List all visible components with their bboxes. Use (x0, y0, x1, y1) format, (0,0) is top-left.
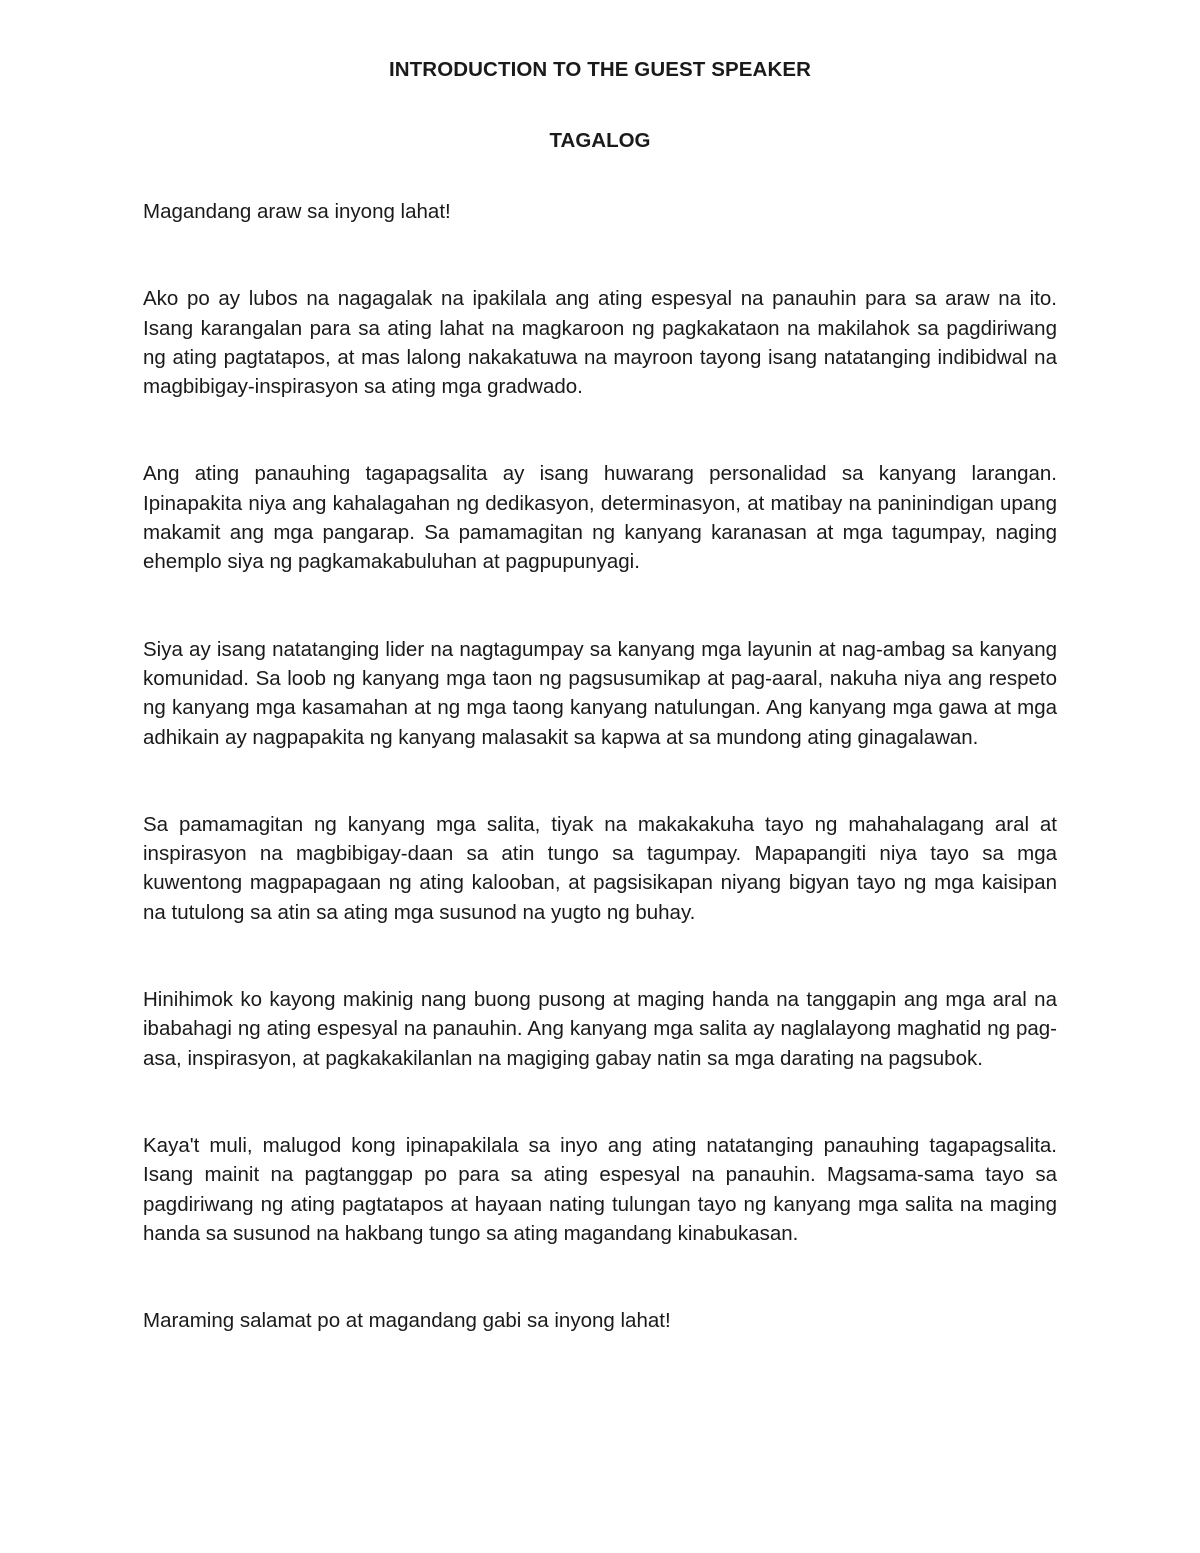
language-heading: TAGALOG (549, 129, 651, 152)
paragraph-1: Ako po ay lubos na nagagalak na ipakilala ang ating espesyal na panauhin para sa araw na ito. Isang karangalan para sa ating lahat na magkaroon ng pagkakataon na makilahok sa pagdiriwang ng ating pagtatapos, at mas lalong nakakatuwa na mayroon tayong isang natatanging indibidwal na magbibigay-inspirasyon sa ating mga gradwado. (143, 287, 1057, 399)
paragraph-4: Sa pamamagitan ng kanyang mga salita, tiyak na makakakuha tayo ng mahahalagang aral at inspirasyon na magbibigay-daan sa atin tungo sa tagumpay. Mapapangiti niya tayo sa mga kuwentong magpapagaan ng ating kalooban, at pagsisikapan niyang bigyan tayo ng mga kaisipan na tutulong sa atin sa ating mga susunod na yugto ng buhay. (143, 812, 1057, 924)
paragraph-6: Kaya't muli, malugod kong ipinapakilala sa inyo ang ating natatanging panauhing tagapagsalita. Isang mainit na pagtanggap po para sa ating espesyal na panauhin. Magsama-sama tayo sa pagdiriwang ng ating pagtatapos at hayaan nating tulungan tayo ng kanyang mga salita na maging handa sa susunod na hakbang tungo sa ating magandang kinabukasan. (143, 1133, 1057, 1245)
closing-line: Maraming salamat po at magandang gabi sa inyong lahat! (143, 1309, 671, 1333)
greeting: Magandang araw sa inyong lahat! (143, 200, 451, 223)
paragraph-3: Siya ay isang natatanging lider na nagtagumpay sa kanyang mga layunin at nag-ambag sa kanyang komunidad. Sa loob ng kanyang mga taon ng pagsusumikap at pag-aaral, nakuha niya ang respeto ng kanyang mga kasamahan at ng mga taong kanyang natulungan. Ang kanyang mga gawa at mga adhikain ay nagpapakita ng kanyang malasakit sa kapwa at sa mundong ating ginagalawan. (143, 637, 1057, 749)
document-title: INTRODUCTION TO THE GUEST SPEAKER (388, 58, 812, 81)
paragraph-2: Ang ating panauhing tagapagsalita ay isang huwarang personalidad sa kanyang larangan. Ipinapakita niya ang kahalagahan ng dedikasyon, determinasyon, at matibay na paninindigan upang makamit ang mga pangarap. Sa pamamagitan ng kanyang karanasan at mga tagumpay, naging ehemplo siya ng pagkamakabuluhan at pagpupunyagi. (143, 462, 1057, 574)
document-body (143, 55, 1057, 1335)
paragraph-5: Hinihimok ko kayong makinig nang buong pusong at maging handa na tanggapin ang mga aral na ibabahagi ng ating espesyal na panauhin. Ang kanyang mga salita ay naglalayong maghatid ng pag-asa, inspirasyon, at pagkakakilanlan na magiging gabay natin sa mga darating na pagsubok. (143, 988, 1057, 1070)
